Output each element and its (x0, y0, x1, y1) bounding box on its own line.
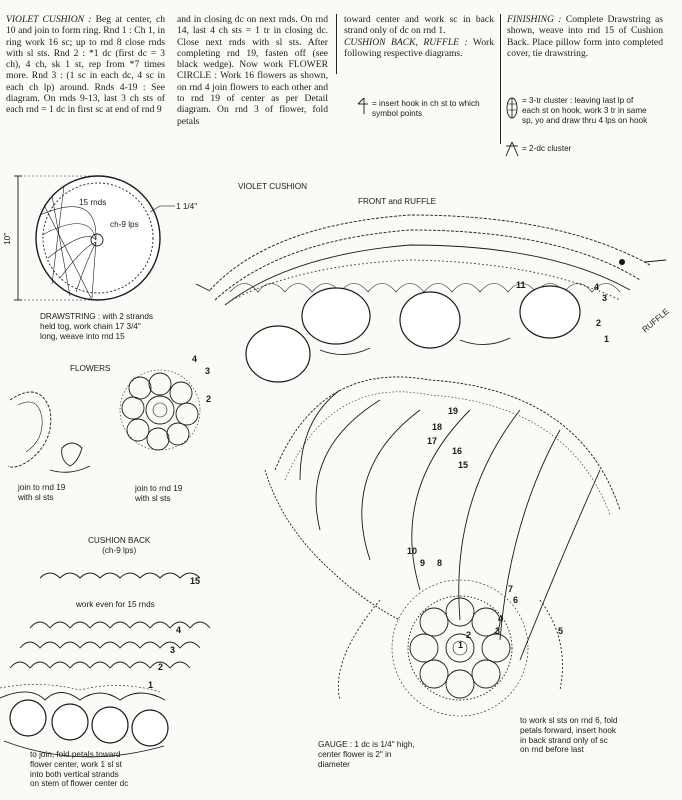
round-number: 4 (594, 282, 600, 292)
round-number: 9 (420, 558, 426, 568)
label-gauge: GAUGE : 1 dc is 1/4" high, center flower is 2" in diameter (318, 740, 415, 769)
round-number: 1 (458, 640, 464, 650)
flower-join-diagram (8, 392, 90, 472)
round-number: 3 (495, 626, 501, 636)
instructions-text-3: toward center and work sc in back strand only of dc on rnd 1. (344, 14, 494, 37)
round-number: 7 (508, 584, 514, 594)
label-sl-note: to work sl sts on rnd 6, fold petals forward, insert hook in back strand only of sc on rnd before last (520, 716, 618, 755)
label-dim-1-1-4: 1 1/4" (176, 202, 198, 211)
round-number: 3 (170, 645, 176, 655)
round-number: 18 (432, 422, 443, 432)
round-number: 10 (407, 546, 418, 556)
section-title-violet-cushion: VIOLET CUSHION : (6, 14, 92, 25)
round-number: 1 (148, 680, 154, 690)
round-number: 5 (558, 626, 564, 636)
section-title-finishing: FINISHING : (507, 14, 562, 25)
round-number: 15 (458, 460, 469, 470)
round-number: 3 (205, 366, 211, 376)
label-ch9-lps: ch-9 lps (110, 220, 139, 229)
round-number: 8 (437, 558, 443, 568)
cushion-circle-diagram (14, 176, 175, 300)
flower-diagram (120, 370, 200, 450)
round-number: 4 (176, 625, 182, 635)
round-number: 4 (192, 354, 198, 364)
label-cushion-back: CUSHION BACK (ch-9 lps) (88, 536, 151, 555)
round-number: 17 (427, 436, 438, 446)
legend-insert-hook: = insert hook in ch st to which symbol points (372, 99, 480, 118)
label-work-even: work even for 15 rnds (76, 600, 155, 609)
round-number: 4 (498, 614, 504, 624)
insert-hook-symbol (358, 98, 368, 114)
label-join-left: join to rnd 19 with sl sts (18, 483, 66, 502)
label-dim-10: 10" (3, 232, 13, 245)
section-title-cushion-back: CUSHION BACK, RUFFLE : (344, 36, 468, 48)
round-number: 15 (190, 576, 201, 586)
round-number: 2 (596, 318, 602, 328)
legend-dc-cluster: = 2-dc cluster (522, 144, 572, 153)
round-number: 2 (158, 662, 164, 672)
label-front-ruffle: FRONT and RUFFLE (358, 197, 437, 206)
round-number: 3 (602, 293, 608, 303)
round-number: 16 (452, 446, 463, 456)
label-flowers: FLOWERS (70, 364, 111, 373)
round-number: 2 (466, 630, 472, 640)
round-number: 2 (206, 394, 212, 404)
label-join-note: to join, fold petals toward flower center, work 1 sl st into both vertical strands on stem of flower center dc (30, 750, 129, 789)
instructions-text-4: Complete Drawstring as shown, weave into rnd 15 of Cushion Back. Place pillow form into completed cover, tie drawstring. (507, 14, 663, 59)
label-join-mid: join to rnd 19 with sl sts (135, 484, 183, 503)
legend-tr-cluster: = 3-tr cluster : leaving last lp of each st on hook, work 3 tr in same sp, yo and draw thru 4 lps on hook (522, 96, 648, 125)
round-number: 1 (604, 334, 610, 344)
instructions-text-2: and in closing dc on next rnds. On rnd 14, last 4 ch sts = 1 tr in closing dc. Close next rnds with sl sts. After completing rnd 19, fasten off (see black wedge). Now work FLOWER CIRCLE : Work 16 flowers as shown, on rnd 4 join flowers to each other and to rnd 19 of center as per Detail diagram. On rnd 3 of flower, fold petals (177, 14, 328, 127)
dc-cluster-symbol (506, 142, 518, 156)
label-drawstring: DRAWSTRING : with 2 strands held tog, work chain 17 3/4" long, weave into rnd 15 (40, 312, 153, 341)
label-violet-cushion: VIOLET CUSHION (238, 182, 308, 191)
label-ruffle: RUFFLE (640, 306, 671, 335)
round-number: 11 (516, 280, 526, 290)
round-number: 6 (513, 595, 519, 605)
instructions-text-1: Beg at center, ch 10 and join to form ring. Rnd 1 : Ch 1, in ring work 16 sc; up to rnd 8 close rnds with sl sts. Rnd 2 : *1 dc (first dc = 3 ch), 4 ch, sk 1 st, rep from *7 times more. Rnd 3 : (1 sc in each dc, 4 sc in each ch lp) around. Rnds 4-19 : See diagram. On rnds 9-13, last 3 ch sts of each rnd = 1 dc in first sc at end of rnd 9 (6, 14, 165, 116)
label-15-rnds: 15 rnds (79, 198, 107, 207)
instructions-text-3b: Work following respective diagrams. (344, 36, 494, 59)
round-number: 19 (448, 406, 459, 416)
tr-cluster-symbol (507, 98, 517, 118)
